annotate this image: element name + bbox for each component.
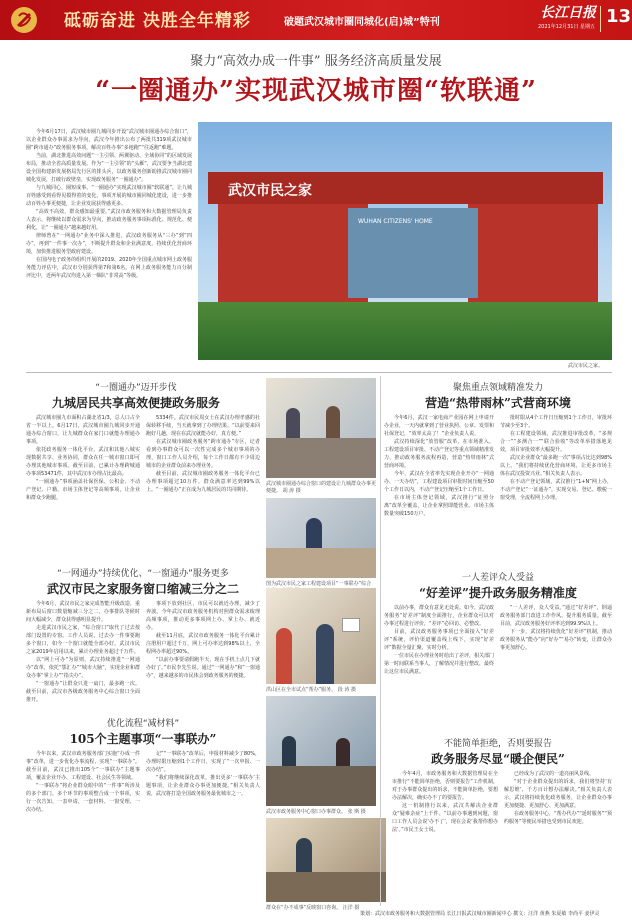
lead-paragraph: 律师曾在“一网通办”业务中深入推进，武汉政务服务从“三办”到“四办”，再到“一件事一次办”，不断提升群众和企业满意度，持续优化营商环境，加快推进服务型政府建设。 xyxy=(26,233,192,255)
sec5-paragraph: 目前，武汉政务服务事项已全面接入“好差评”系统，评价渠道覆盖线上线下，实现“好差评”数据全量汇聚、实时分析。 xyxy=(384,629,494,651)
photo-service-hall xyxy=(266,378,376,478)
main-photo-caption: 武汉市民之家。 xyxy=(568,363,604,369)
banner-subtitle: 破题武汉城市圈同城化(启)城”特刊 xyxy=(284,17,440,28)
sec1-title: 九城居民共享高效便捷政务服务 xyxy=(51,396,220,410)
party-emblem-icon xyxy=(10,6,38,34)
sec5-kicker: 一人差评众人受益 xyxy=(461,573,534,583)
issue-date: 2021年12月31日 星期五 xyxy=(538,24,596,30)
sec1-paragraph: 截至目前，武汉城市圈政务服务一体化平台已办理事项超过10万件，群众满意率达到99%以上。“一圈通办”正在成为九城居民的共同期待。 xyxy=(146,471,260,493)
banner-slogan: 砥砺奋进 决胜全年精彩 xyxy=(64,11,251,31)
sec3-body-left xyxy=(26,750,140,900)
sec2-paragraph: “一窗通办”让群众只进一扇门，最多跑一次。截至目前，武汉市各级政务服务中心综合窗口全面推开。 xyxy=(26,681,140,703)
lead-kicker: 聚力“高效办成一件事” 服务经济高质量发展 xyxy=(190,54,442,69)
photo-caption: 群众在“办不成事”反映窗口咨询。 汪洋 摄 xyxy=(266,905,360,911)
divider xyxy=(26,372,612,373)
sec3-paragraph: 今年以来，武汉市政务服务部门实施“办成一件事”改革，进一步优化办事流程，实现“一事联办”。截至目前，武汉已推出105个“一事联办”主题事项，覆盖企业开办、工程建设、社会民生等领域。 xyxy=(26,751,140,781)
lead-body xyxy=(26,128,192,350)
main-photo xyxy=(198,122,612,360)
sec6-paragraph: “对于企业群众提出的诉求，我们将坚持‘有解思维’，千方百计想办法解决。”相关负责人表示，武汉将持续优化政务服务，让企业群众办事更加便捷、更加舒心、更加满意。 xyxy=(504,779,612,809)
citizen xyxy=(316,624,334,684)
lawn xyxy=(198,302,612,360)
sec6-title: 政务服务尽显“暖企便民” xyxy=(431,752,565,766)
person xyxy=(336,738,350,766)
sec1-paragraph: 5334件。武汉市民周女士在武汉办理孝感的社保转移手续，当天就拿到了办理结果。“以前要来回跑好几趟，现在在武汉就能办好，真方便。” xyxy=(146,415,260,437)
sec3-paragraph: 记”“一事联办”改革后，申报材料减少了80%，办理时限压缩到1个工作日，实现了“一次申报、一次办结”。 xyxy=(146,751,260,773)
staff xyxy=(306,518,322,548)
building-sign-english: WUHAN CITIZENS' HOME xyxy=(358,218,433,225)
sec4-paragraph: 批时限从4个工作日压缩到1个工作日，审批环节减少至3个。 xyxy=(500,415,612,429)
sec4-kicker: 聚焦重点领域精准发力 xyxy=(452,383,543,393)
lead-headline: “一圈通办”实现武汉城市圈“软联通” xyxy=(95,76,537,106)
person xyxy=(296,838,312,872)
page-number: 13 xyxy=(606,6,632,27)
lead-paragraph: 与九城同心，圈短成事。“一圈通办”实现武汉城市圈“软联通”。让九城百姓感受到看得见摸得着的变化，事项开展的城市圈同城化建设，进一步推动百姓办事更便捷，让企业发展获得感更多。 xyxy=(26,185,192,207)
photo-caption: 洪山区在全市试点“帮办”服务。 段 涛 摄 xyxy=(266,687,356,693)
sec2-kicker: “一网通办”持续优化、“一窗通办”服务更多 xyxy=(57,569,229,579)
sec2-paragraph: 以“网上可办”为原则，武汉持续推进“一网通办”改革，依托“鄂汇办”“城市大脑”，实现企业和群众办事“掌上办”“指尖办”。 xyxy=(26,657,140,679)
document xyxy=(342,618,360,632)
lead-paragraph: 当前，湖北推进高效问题“一主引领、两翼驱动、全域协同”的区域发展布局，推动全省高质量发展。作为“一主引领”的“头雁”，武汉要争当湖北建设全国构建新发展格局先行区的排头兵，以政务服务创新助推武汉城市圈同城化发展，打破行政壁垒，实现政务服务“一圈通办”。 xyxy=(26,153,192,183)
sec1-paragraph: 在武汉城市圈政务服务“跨市通办”专区，记者看到办事群众可以一次性完成多个城市事项的办理，窗口工作人员介绍，每个工作日都有不少周边城市的企业群众前来办理业务。 xyxy=(146,439,260,469)
banner-divider xyxy=(600,6,601,32)
photo-help-service xyxy=(266,588,376,684)
sec5-paragraph: 以前办事，群众有意见无处说。如今，武汉政务服务“好差评”制度全面推行，企业群众可以对办事过程进行评价，“差评”必回访、必整改。 xyxy=(384,605,494,627)
desk xyxy=(266,548,376,578)
sec4-paragraph: 在工程建设领域，武汉推进审批改革，“多规合一”“多测合一”“联合验收”等改革举措落地见效，项目审批效率大幅提升。 xyxy=(500,431,612,453)
sec6-paragraph: 今年4月，市政务服务和大数据管理局在全市推行“不能简单拒绝，否则要报告”工作机制，对于办事群众提出的诉求，不能简单拒绝，要想办法解决，确实办不了的要报告。 xyxy=(392,771,498,801)
sec3-kicker: 优化流程“减材料” xyxy=(106,719,180,729)
photo-caption: 图为武汉市民之家工程建设项目“一事联办”综合 xyxy=(266,581,372,587)
photo-center xyxy=(266,696,376,806)
building-left xyxy=(218,192,368,302)
person xyxy=(282,736,296,766)
sec4-paragraph: 武汉企业群众“最多跑一次”事项占比达到98%以上。“我们将持续优化营商环境，让更多市场主体在武汉投资兴业。”相关负责人表示。 xyxy=(500,455,612,477)
counter xyxy=(266,438,376,478)
person xyxy=(286,408,300,438)
newspaper-masthead: 长江日报 xyxy=(540,5,596,21)
page-banner xyxy=(0,0,632,40)
sec6-paragraph: 已经成为了武汉的一道亮丽风景线。 xyxy=(514,771,595,777)
sec2-paragraph: 走进武汉市民之家，“综合窗口”取代了过去按部门设置的专窗。工作人员说，过去办一件事要跑多个窗口，如今一个窗口就能全部办好。武汉市民之家2019年启用以来，累计办理业务超过千万件。 xyxy=(26,625,140,655)
building-sign: 武汉市民之家 xyxy=(228,183,312,199)
sec1-paragraph: 武汉城市圈九市面积占湖北省1/3，总人口占全省一半以上。6月17日，武汉城市圈九城同步开通通办综合窗口，让九城群众在家门口就能办理通办事项。 xyxy=(26,415,140,445)
sec1-body-left xyxy=(26,414,140,566)
photo-window xyxy=(266,498,376,578)
sec4-paragraph: 今年，武汉在全省率先实现企业开办“一网通办、一天办结”，工程建设项目审批时间压缩至50个工作日以内，不动产登记压缩至1个工作日。 xyxy=(384,471,494,493)
volunteer xyxy=(276,628,292,684)
sec1-body-right xyxy=(146,414,260,566)
photo-caption: 武汉城市圈通办综合窗口的建设让九城群众办事更便捷。 胡 涛 摄 xyxy=(266,481,377,494)
sec5-body-right xyxy=(500,604,612,732)
credits-footer: 策划：武汉市政务服务和大数据管理局 长江日报武汉城市圈新闻中心 撰文：汪洋 黄燕 朱夏敏 李尚平 姜伊灵 xyxy=(360,911,600,917)
sec5-paragraph: “一人差评，众人受益。”通过“好差评”，倒逼政务服务部门改进工作作风、提升服务质量。截至目前，武汉政务服务好评率达到99.9%以上。 xyxy=(500,605,612,627)
sec5-body-left xyxy=(384,604,494,732)
lead-paragraph: “高效不高效，群众感知最重要。”武汉市政务服务和大数据管理局负责人表示，将继续以群众需求为导向，推动政务服务事项标准化、规范化、便利化，让“一圈通办”越来越好用。 xyxy=(26,209,192,231)
sec6-paragraph: 在政务服务中心，“帮办代办”“延时服务”“预约服务”等便民举措也受到市民欢迎。 xyxy=(504,811,612,825)
sec2-paragraph: 事项下放到社区，市民可以就近办理，减少了奔波。今年武汉市政务服务机构对照群众需求梳理高频事项，推动更多事项网上办、掌上办、就近办。 xyxy=(146,601,260,631)
sec5-paragraph: 下一步，武汉将持续优化“好差评”机制，推动政务服务从“能办”向“好办”“易办”转变，让群众办事更加舒心。 xyxy=(500,629,612,651)
sec2-title: 武汉市民之家服务窗口缩减三分之二 xyxy=(46,582,239,596)
sec3-paragraph: “一事联办”将企业群众眼中的“一件事”所涉及的多个部门、多个环节的事项整合成一个事项，实行一次告知、一表申请、一套材料、一窗受理、一次办结。 xyxy=(26,783,140,813)
sec5-title: “好差评”提升政务服务精准度 xyxy=(419,586,577,600)
sec3-title: 105个主题事项“一事联办” xyxy=(69,732,217,746)
sec6-body-left xyxy=(392,770,498,902)
sec2-body-right xyxy=(146,600,260,714)
sec1-kicker: “一圈通办”迈开步伐 xyxy=(95,383,177,393)
sec4-paragraph: 今年6月，武汉一家电商产业园在网上申请开办企业，一天内就拿到了营业执照、公章、发票和社保登记，“效率太高了！”企业负责人说。 xyxy=(384,415,494,437)
lead-paragraph: 在国内电子政务的组织开展的2019、2020年全国重点城市网上政务服务能力评估中，武汉市分别获得第7和第6名。在网上政务服务能力百分制评比中，近两年武汉均进入第一梯队“非常高”等级。 xyxy=(26,257,192,279)
sec6-paragraph: 这一机制推行以来，武汉共解决企业群众“疑难杂症”上千件。“以前办事遇到问题，窗口工作人员会说‘办不了’，现在会说‘我帮你想办法’。”市民王女士说。 xyxy=(392,803,498,833)
sec4-body-right xyxy=(500,414,612,570)
counter xyxy=(266,872,386,902)
sec6-body-right xyxy=(504,770,612,902)
sec2-body-left xyxy=(26,600,140,714)
counter xyxy=(266,766,376,806)
sec6-kicker: 不能简单拒绝，否则要报告 xyxy=(443,739,552,749)
sec4-paragraph: 武汉持续深化“放管服”改革，在市场准入、工程建设项目审批、不动产登记等重点领域精准发力，推动政务服务流程再造，营造“热带雨林”式营商环境。 xyxy=(384,439,494,469)
sec2-paragraph: 今年6月，武汉市民之家完成智能升级改造，重新布局后窗口数量缩减三分之二，办事排队等候时间大幅减少，群众获得感明显提升。 xyxy=(26,601,140,623)
photo-consult-window xyxy=(266,818,386,902)
column-divider xyxy=(380,376,381,906)
sec4-paragraph: 在不动产登记领域，武汉推行“1+N”网上办，不动产登记“一证通办”，实现交易、登记、缴税一窗受理，全流程网上办理。 xyxy=(500,479,612,501)
sec4-body-left xyxy=(384,414,494,570)
sec3-paragraph: “我们将继续深化改革，推出更多‘一事联办’主题事项，让企业群众办事更加便捷。”相关负责人说，武汉将打造全国政务服务最优城市之一。 xyxy=(146,775,260,797)
sec1-paragraph: “一圈通办”事项涵盖社保医保、公积金、不动产登记、户籍、市场主体登记等高频事项，让企业和群众少跑腿。 xyxy=(26,479,140,501)
lead-paragraph: 今年6月17日，武汉城市圈九城同步开设“武汉城市圈通办综合窗口”，以企业群众办事需求为导向，武汉今年推出公布了两批共319项武汉城市圈“跨市通办”政务服务事项，解决百姓办事“多地跑”“往返跑”难题。 xyxy=(26,129,192,151)
sec5-paragraph: 一位市民在办理业务时给出了差评，相关部门第一时间联系当事人，了解情况并进行整改，最终让这位市民满意。 xyxy=(384,653,494,675)
sec4-title: 营造“热带雨林”式营商环境 xyxy=(425,396,571,410)
sec1-paragraph: 依托政务服务一体化平台，武汉和其他八城实现数据共享、业务协同，群众在任一城市窗口即可办理其他城市事项。截至目前，已累计办理跨城通办事项53471件，其中武汉市办理占比最高。 xyxy=(26,447,140,477)
sec2-paragraph: 截至11月底，武汉市政务服务一体化平台累计注册用户超过千万，网上可办率达到98%以上，全程网办率超过90%。 xyxy=(146,633,260,655)
photo-caption: 武汉市政务服务中心窗口办事群众。 张 斯 摄 xyxy=(266,809,366,815)
sec2-paragraph: “以前办事要请假跑半天，现在手机上点几下就办好了。”市民李先生说。通过“一网通办”和“一窗通办”，越来越多的市民体会到政务服务的便捷。 xyxy=(146,657,260,679)
sec4-paragraph: 在市场主体登记领域，武汉推行“证照分离”改革全覆盖，让企业拿照即能营业。市场主体数量突破150万户。 xyxy=(384,495,494,517)
person xyxy=(326,406,340,438)
sec3-body-right xyxy=(146,750,260,900)
